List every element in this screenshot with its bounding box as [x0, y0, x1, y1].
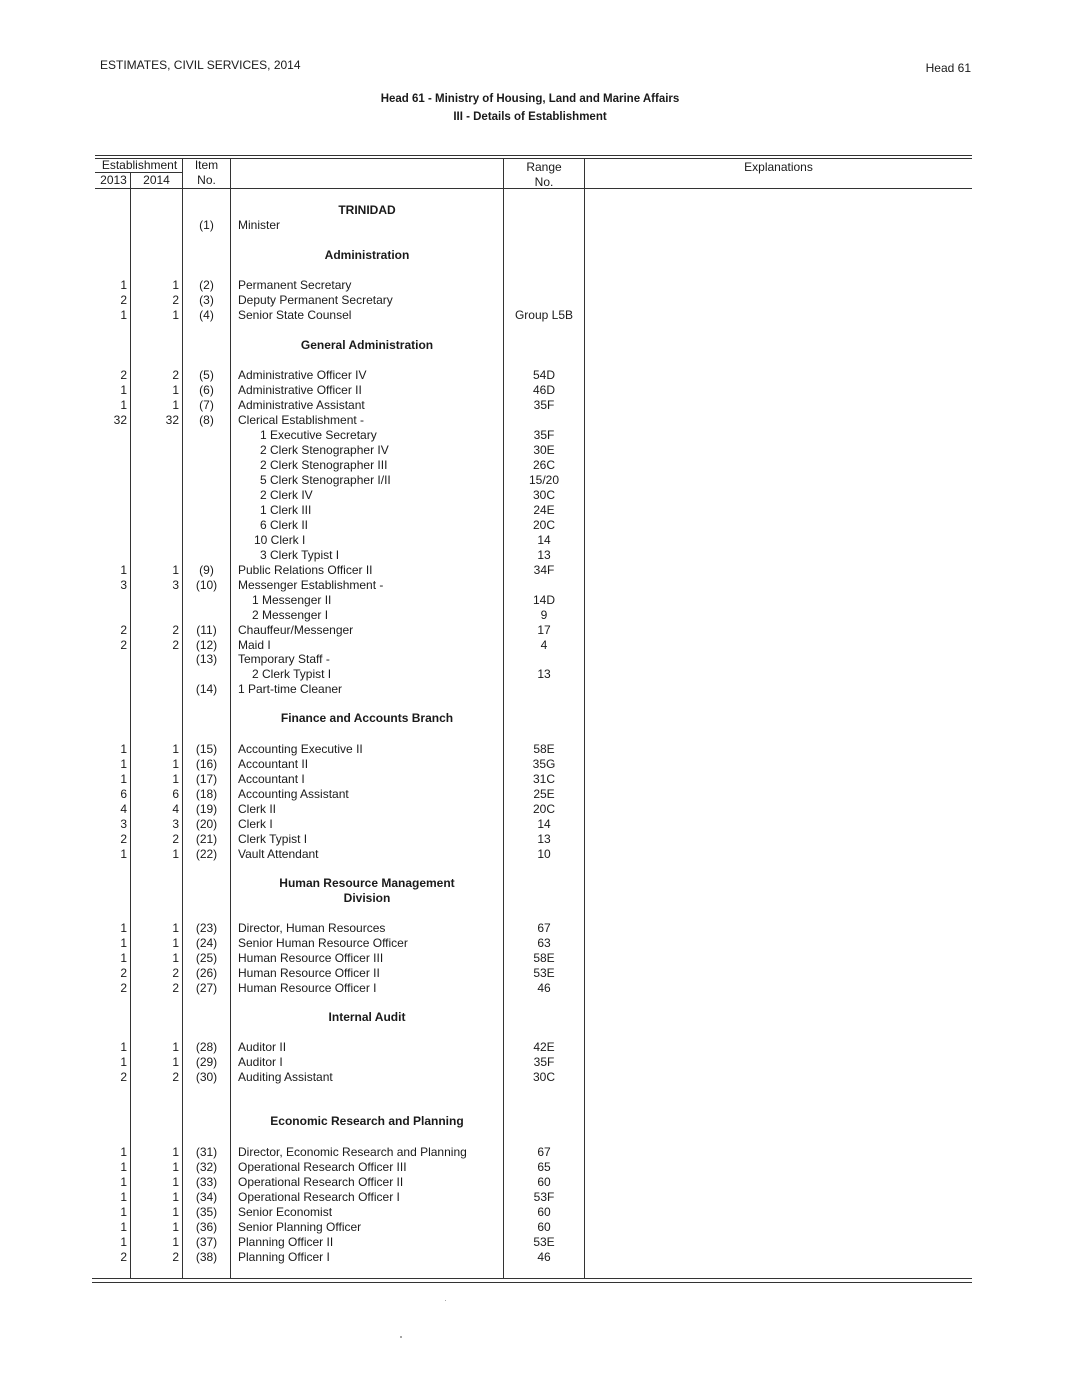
item-number: (35)	[195, 1205, 218, 1219]
scan-speck	[445, 1300, 446, 1301]
establishment-2013: 1	[120, 1160, 127, 1174]
item-number: (32)	[195, 1160, 218, 1174]
range-number: 54D	[532, 368, 555, 382]
col-divider-item	[230, 158, 231, 1278]
header-item-no: No.	[197, 173, 216, 187]
position-title: Accountant II	[238, 757, 309, 771]
range-number: 14D	[532, 593, 555, 607]
item-number: (34)	[195, 1190, 218, 1204]
section-title-internal-audit: Internal Audit	[328, 1010, 406, 1024]
position-title: 2 Clerk Stenographer III	[260, 458, 388, 472]
position-title: Accountant I	[238, 772, 305, 786]
establishment-2013: 1	[120, 1175, 127, 1189]
range-number: 46	[537, 981, 551, 995]
item-number: (14)	[195, 682, 218, 696]
establishment-2014: 1	[172, 847, 179, 861]
establishment-2014: 2	[172, 1250, 179, 1264]
establishment-2014: 1	[172, 1040, 179, 1054]
range-number: 14	[537, 533, 551, 547]
item-number: (1)	[199, 218, 214, 232]
item-number: (23)	[195, 921, 218, 935]
position-title: Maid I	[238, 638, 271, 652]
range-number: 46D	[532, 383, 555, 397]
position-title: Director, Human Resources	[238, 921, 386, 935]
item-number: (8)	[199, 413, 214, 427]
establishment-2013: 2	[120, 966, 127, 980]
establishment-2014: 1	[172, 1220, 179, 1234]
establishment-2014: 3	[172, 578, 179, 592]
section-title-trinidad: TRINIDAD	[338, 203, 396, 217]
establishment-2013: 2	[120, 832, 127, 846]
position-title: Human Resource Officer II	[238, 966, 380, 980]
item-number: (25)	[195, 951, 218, 965]
establishment-2013: 1	[120, 921, 127, 935]
range-number: 35G	[532, 757, 556, 771]
item-number: (9)	[199, 563, 214, 577]
item-number: (19)	[195, 802, 218, 816]
establishment-2013: 2	[120, 623, 127, 637]
item-number: (18)	[195, 787, 218, 801]
item-number: (7)	[199, 398, 214, 412]
item-number: (22)	[195, 847, 218, 861]
position-title: Operational Research Officer II	[238, 1175, 404, 1189]
establishment-2014: 2	[172, 623, 179, 637]
position-title: Vault Attendant	[238, 847, 319, 861]
establishment-2013: 2	[120, 1250, 127, 1264]
position-title: Auditor I	[238, 1055, 283, 1069]
position-title: 1 Messenger II	[252, 593, 332, 607]
position-title: Clerical Establishment -	[238, 413, 365, 427]
range-number: 13	[537, 548, 551, 562]
establishment-2013: 1	[120, 1040, 127, 1054]
range-number: 4	[540, 638, 548, 652]
table-bottom-rule	[92, 1278, 972, 1279]
position-title: Clerk II	[238, 802, 277, 816]
item-number: (12)	[195, 638, 218, 652]
item-number: (13)	[195, 652, 218, 666]
position-title: Auditor II	[238, 1040, 287, 1054]
range-number: 53E	[533, 1235, 555, 1249]
establishment-2013: 1	[120, 757, 127, 771]
item-number: (11)	[196, 623, 217, 637]
range-number: 15/20	[528, 473, 560, 487]
col-divider-2013	[130, 172, 131, 1278]
range-number: 30E	[533, 443, 555, 457]
establishment-2013: 1	[120, 1205, 127, 1219]
item-number: (3)	[199, 293, 214, 307]
establishment-2013: 1	[120, 772, 127, 786]
establishment-2014: 1	[172, 921, 179, 935]
document-header-right: Head 61	[925, 61, 971, 75]
position-title: 1 Clerk III	[260, 503, 312, 517]
establishment-2014: 1	[172, 1145, 179, 1159]
range-number: 26C	[532, 458, 555, 472]
header-explanations: Explanations	[744, 160, 813, 174]
range-number: 60	[537, 1220, 551, 1234]
range-number: 14	[537, 817, 551, 831]
position-title: 1 Executive Secretary	[260, 428, 377, 442]
position-title: 6 Clerk II	[260, 518, 309, 532]
establishment-2014: 1	[172, 383, 179, 397]
range-number: 10	[537, 847, 551, 861]
position-title: Deputy Permanent Secretary	[238, 293, 393, 307]
establishment-2013: 1	[120, 308, 127, 322]
document-header-left: ESTIMATES, CIVIL SERVICES, 2014	[100, 58, 301, 72]
range-number: 9	[540, 608, 548, 622]
establishment-2013: 1	[120, 563, 127, 577]
range-number: 17	[537, 623, 551, 637]
position-title: 2 Messenger I	[252, 608, 329, 622]
range-number: 53E	[533, 966, 555, 980]
col-divider-2014	[182, 158, 183, 1278]
establishment-2013: 2	[120, 1070, 127, 1084]
range-number: 53F	[533, 1190, 555, 1204]
header-establishment: Establishment	[101, 158, 178, 172]
establishment-2014: 4	[172, 802, 179, 816]
establishment-2013: 1	[120, 383, 127, 397]
section-title-economic-research: Economic Research and Planning	[270, 1114, 464, 1128]
establishment-2014: 1	[172, 278, 179, 292]
item-number: (37)	[195, 1235, 218, 1249]
establishment-2013: 2	[120, 981, 127, 995]
establishment-2014: 1	[172, 936, 179, 950]
establishment-2014: 1	[172, 1235, 179, 1249]
range-number: 58E	[533, 742, 555, 756]
establishment-2013: 6	[120, 787, 127, 801]
col-divider-desc	[503, 158, 504, 1278]
item-number: (29)	[195, 1055, 218, 1069]
range-number: 20C	[532, 802, 555, 816]
range-number: 35F	[533, 1055, 555, 1069]
range-number: 30C	[532, 1070, 555, 1084]
position-title: Public Relations Officer II	[238, 563, 373, 577]
range-number: 60	[537, 1205, 551, 1219]
item-number: (30)	[195, 1070, 218, 1084]
item-number: (36)	[195, 1220, 218, 1234]
table-bottom-rule-2	[92, 1282, 972, 1283]
establishment-2014: 1	[172, 772, 179, 786]
item-number: (5)	[199, 368, 214, 382]
establishment-2013: 1	[120, 278, 127, 292]
header-range-no: No.	[534, 175, 554, 189]
position-title: Human Resource Officer I	[238, 981, 377, 995]
item-number: (6)	[199, 383, 214, 397]
establishment-2014: 1	[172, 742, 179, 756]
position-title: Senior Human Resource Officer	[238, 936, 408, 950]
range-number: 13	[537, 667, 551, 681]
section-title-administration: Administration	[324, 248, 410, 262]
establishment-2013: 3	[120, 578, 127, 592]
section-title-finance: Finance and Accounts Branch	[280, 711, 454, 725]
range-number: 65	[537, 1160, 551, 1174]
position-title: Administrative Officer IV	[238, 368, 367, 382]
establishment-2013: 1	[120, 1220, 127, 1234]
position-title: Messenger Establishment -	[238, 578, 384, 592]
item-number: (16)	[195, 757, 218, 771]
establishment-2014: 1	[172, 1190, 179, 1204]
position-title: Accounting Executive II	[238, 742, 363, 756]
range-number: 67	[537, 1145, 551, 1159]
position-title: Accounting Assistant	[238, 787, 349, 801]
position-title: Operational Research Officer I	[238, 1190, 400, 1204]
position-title: 2 Clerk IV	[260, 488, 313, 502]
establishment-2014: 2	[172, 368, 179, 382]
establishment-2014: 2	[172, 293, 179, 307]
establishment-2014: 1	[172, 757, 179, 771]
item-number: (26)	[195, 966, 218, 980]
item-number: (4)	[199, 308, 214, 322]
establishment-2014: 2	[172, 1070, 179, 1084]
establishment-2014: 2	[172, 638, 179, 652]
establishment-2013: 1	[120, 1145, 127, 1159]
establishment-2014: 3	[172, 817, 179, 831]
section-title-general-administration: General Administration	[300, 338, 434, 352]
establishment-2014: 1	[172, 563, 179, 577]
establishment-2014: 1	[172, 1205, 179, 1219]
page-subtitle: III - Details of Establishment	[453, 111, 607, 123]
position-title: Director, Economic Research and Planning	[238, 1145, 467, 1159]
range-number: 46	[537, 1250, 551, 1264]
page-title: Head 61 - Ministry of Housing, Land and Marine Affairs	[380, 93, 680, 105]
position-title: Human Resource Officer III	[238, 951, 384, 965]
position-title: Clerk I	[238, 817, 273, 831]
establishment-2013: 1	[120, 847, 127, 861]
item-number: (31)	[195, 1145, 218, 1159]
range-number: 67	[537, 921, 551, 935]
establishment-2013: 3	[120, 817, 127, 831]
position-title: Clerk Typist I	[238, 832, 308, 846]
range-number: 42E	[533, 1040, 555, 1054]
range-number: 31C	[532, 772, 555, 786]
item-number: (24)	[195, 936, 218, 950]
establishment-2013: 1	[120, 936, 127, 950]
item-number: (21)	[195, 832, 218, 846]
establishment-2013: 4	[120, 802, 127, 816]
range-number: 20C	[532, 518, 555, 532]
item-number: (10)	[195, 578, 218, 592]
establishment-2013: 1	[120, 1190, 127, 1204]
position-title: Permanent Secretary	[238, 278, 352, 292]
position-title: Operational Research Officer III	[238, 1160, 407, 1174]
header-2014: 2014	[143, 173, 170, 187]
range-number: 58E	[533, 951, 555, 965]
establishment-2014: 1	[172, 951, 179, 965]
item-number: (28)	[195, 1040, 218, 1054]
item-number: (33)	[195, 1175, 218, 1189]
position-title: 5 Clerk Stenographer I/II	[260, 473, 391, 487]
item-number: (2)	[199, 278, 214, 292]
range-number: 35F	[533, 428, 555, 442]
item-number: (15)	[195, 742, 218, 756]
establishment-2013: 1	[120, 1055, 127, 1069]
col-divider-range	[584, 158, 585, 1278]
establishment-2014: 1	[172, 1175, 179, 1189]
establishment-2014: 1	[172, 308, 179, 322]
range-number: 13	[537, 832, 551, 846]
item-number: (27)	[195, 981, 218, 995]
range-number: 24E	[533, 503, 555, 517]
range-number: 35F	[533, 398, 555, 412]
establishment-2014: 1	[172, 398, 179, 412]
item-number: (20)	[195, 817, 218, 831]
header-range: Range	[526, 160, 562, 174]
establishment-2014: 32	[165, 413, 179, 427]
range-number: 30C	[532, 488, 555, 502]
position-title: 10 Clerk I	[254, 533, 306, 547]
establishment-2014: 6	[172, 787, 179, 801]
position-title: Minister	[238, 218, 281, 232]
establishment-2013: 2	[120, 293, 127, 307]
position-title: Administrative Assistant	[238, 398, 365, 412]
establishment-2013: 1	[120, 398, 127, 412]
establishment-2013: 32	[113, 413, 127, 427]
position-title: 2 Clerk Stenographer IV	[260, 443, 389, 457]
item-number: (38)	[195, 1250, 218, 1264]
position-title: 1 Part-time Cleaner	[238, 682, 343, 696]
section-title-human-resources: Human Resource Management Division	[279, 876, 455, 905]
establishment-2013: 1	[120, 742, 127, 756]
range-number: 25E	[533, 787, 555, 801]
item-number: (17)	[195, 772, 218, 786]
establishment-2014: 2	[172, 981, 179, 995]
position-title: Senior Economist	[238, 1205, 333, 1219]
position-title: Senior Planning Officer	[238, 1220, 362, 1234]
position-title: Planning Officer II	[238, 1235, 334, 1249]
position-title: Chauffeur/Messenger	[238, 623, 354, 637]
establishment-2013: 1	[120, 951, 127, 965]
range-number: 63	[537, 936, 551, 950]
range-number: 60	[537, 1175, 551, 1189]
establishment-2014: 2	[172, 966, 179, 980]
position-title: Auditing Assistant	[238, 1070, 333, 1084]
header-2013: 2013	[100, 173, 127, 187]
position-title: Administrative Officer II	[238, 383, 362, 397]
establishment-2013: 1	[120, 1235, 127, 1249]
range-number: 34F	[533, 563, 555, 577]
position-title: Planning Officer I	[238, 1250, 330, 1264]
position-title: Senior State Counsel	[238, 308, 352, 322]
establishment-2014: 1	[172, 1055, 179, 1069]
scan-speck	[400, 1336, 402, 1338]
position-title: Temporary Staff -	[238, 652, 330, 666]
establishment-2014: 1	[172, 1160, 179, 1174]
position-title: 2 Clerk Typist I	[252, 667, 332, 681]
range-number: Group L5B	[514, 308, 574, 322]
establishment-2013: 2	[120, 638, 127, 652]
table-top-rule	[95, 155, 972, 156]
establishment-2013: 2	[120, 368, 127, 382]
establishment-2014: 2	[172, 832, 179, 846]
position-title: 3 Clerk Typist I	[260, 548, 340, 562]
header-item: Item	[194, 158, 219, 172]
